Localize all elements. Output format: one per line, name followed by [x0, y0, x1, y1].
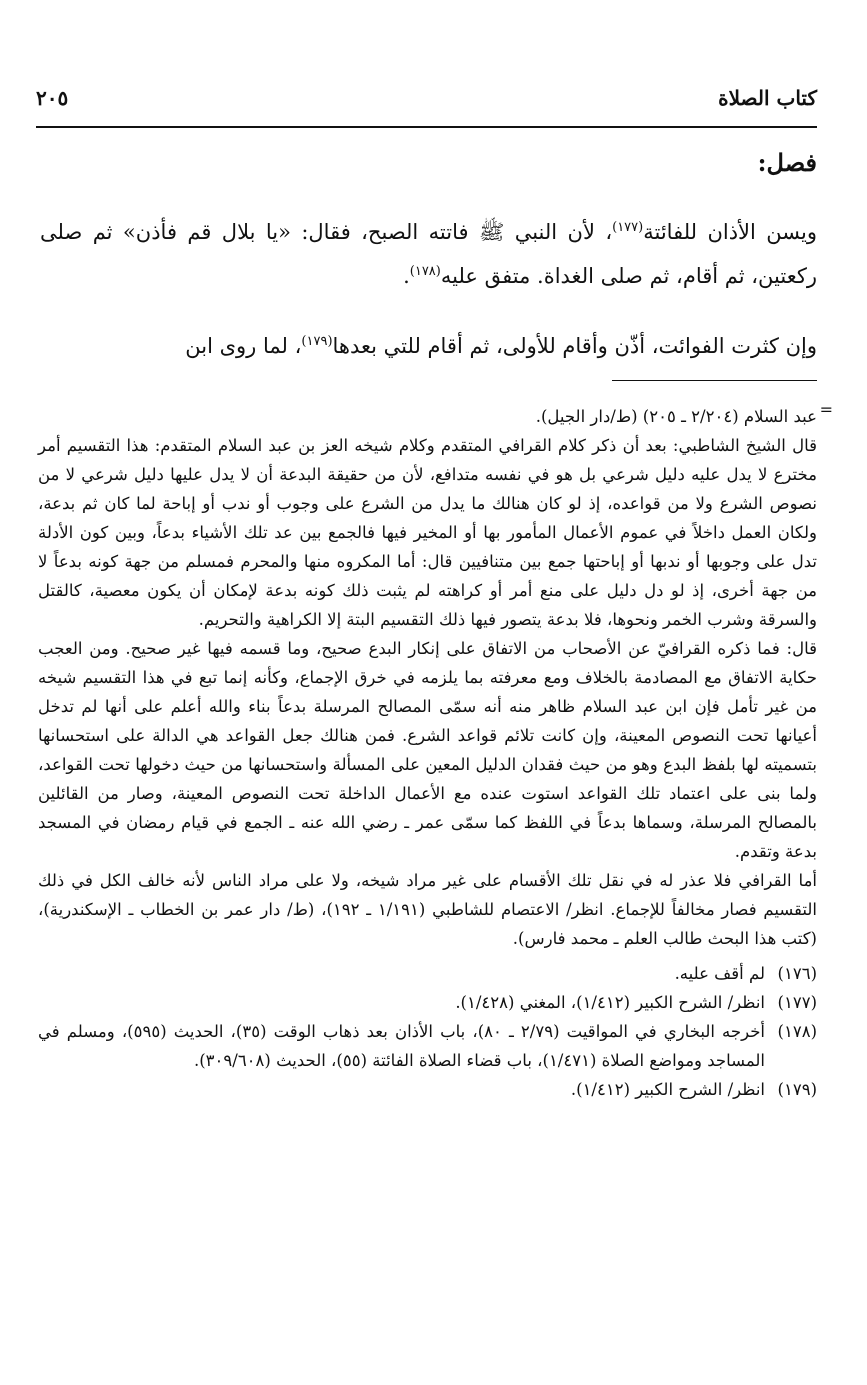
footnotes: [38, 402, 817, 1104]
footnote-item: [38, 959, 817, 988]
footnote-ref: (١٧٧): [612, 220, 644, 235]
footnote-text: أخرجه البخاري في المواقيت (٢/٧٩ ـ ٨٠)، باب الأذان بعد ذهاب الوقت (٣٥)، الحديث (٥٩٥)، ومسلم في المساجد ومواضع الصلاة (١/٤٧١)، باب قضاء الصلاة الفائتة (٥٥)، الحديث (٣٠٩/٦٠٨).: [38, 1022, 765, 1070]
footnote-continuation-paragraph: قال: فما ذكره القرافيّ عن الأصحاب من الاتفاق على إنكار البدع صحيح، وما قسمه فيها غير صحيح. ومن العجب حكاية الاتفاق مع المصادمة بالخلاف ومع معرفته بما يلزمه في خرق الإجماع، وكأنه إنما تبع في هذا التقسيم شيخه من غير تأمل فإن ابن عبد السلام ظاهر منه أنه سمّى المصالح المرسلة بدعاً بناء والله أعلم على أنها لم تدخل أعيانها تحت النصوص المعينة، وإن كانت تلائم قواعد الشرع. فمن هنالك جعل القواعد هي الدالة على استحسانها بتسميته لها بلفظ البدع وهو من حيث فقدان الدليل المعين على المسألة واستحسانها من حيث دخولها تحت القواعد، ولما بنى على اعتماد تلك القواعد استوت عنده مع الأعمال الداخلة تحت النصوص المعينة، وصار من القائلين بالمصالح المرسلة، وسماها بدعاً في اللفظ كما سمّى عمر ـ رضي الله عنه ـ الجمع في قيام رمضان في المسجد بدعة وتقدم.: [38, 639, 817, 861]
main-paragraph: [40, 208, 817, 296]
footnote-item: [38, 1017, 817, 1075]
footnote-continuation-paragraph: قال الشيخ الشاطبي: بعد أن ذكر كلام القرافي المتقدم وكلام شيخه العز بن عبد السلام المتقدم: هذا التقسيم أمر مخترع لا يدل عليه دليل شرعي بل هو في نفسه متدافع، لأن من حقيقة البدعة أن لا يدل عليها دليل شرعي لا من نصوص الشرع ولا من قواعده، إذ لو كان هنالك ما يدل من الشرع على وجوب أو ندب أو إباحة لما كان ثم بدعة، ولكان العمل داخلاً في عموم الأعمال المأمور بها أو المخير فيها فالجمع بين عد تلك الأشياء بدعاً، وبين كون الأدلة تدل على وجوبها أو ندبها أو إباحتها جمع بين متنافيين قال: أما المكروه منها والمحرم فمسلم من جهة كونه بدعاً لا من جهة أخرى، إذ لو دل دليل على منع أمر أو كراهته لم يثبت ذلك كونه بدعة لإمكان أن يكون معصية، كالقتل والسرقة وشرب الخمر ونحوها، فلا بدعة يتصور فيها ذلك التقسيم البتة إلا الكراهية والتحريم.: [38, 436, 817, 629]
footnote-ref: (١٧٨): [409, 264, 441, 279]
main-text: [40, 208, 817, 392]
header-divider: [36, 126, 817, 128]
running-header-title: كتاب الصلاة: [718, 86, 817, 110]
section-heading: فصل:: [757, 148, 817, 177]
footnote-continuation-marker: =: [819, 400, 833, 419]
footnote-item: [38, 988, 817, 1017]
footnote-text: لم أقف عليه.: [674, 964, 765, 983]
text-run: ، لأن النبي ﷺ فاتته الصبح، فقال: «يا بلال قم فأذن» ثم صلى ركعتين، ثم أقام، ثم صلى الغداة. متفق عليه: [40, 220, 817, 288]
footnote-text: انظر/ الشرح الكبير (١/٤١٢)، المغني (١/٤٢٨).: [455, 993, 765, 1012]
footnote-continuation-paragraph: أما القرافي فلا عذر له في نقل تلك الأقسام على غير مراد شيخه، ولا على مراد الناس لأنه خالف الكل في ذلك التقسيم فصار مخالفاً للإجماع. انظر/ الاعتصام للشاطبي (١/١٩١ ـ ١٩٢)، (ط/ دار عمر بن الخطاب ـ الإسكندرية)، (كتب هذا البحث طالب العلم ـ محمد فارس).: [38, 871, 817, 948]
footnote-text: انظر/ الشرح الكبير (١/٤١٢).: [570, 1080, 765, 1099]
footnote-number: (١٧٨): [777, 1022, 817, 1041]
footnote-divider: [612, 380, 817, 381]
footnote-number: (١٧٩): [777, 1080, 817, 1099]
page-number: ٢٠٥: [36, 86, 69, 110]
text-run: .: [403, 264, 410, 288]
main-paragraph: [40, 322, 817, 366]
text-run: ، لما روى ابن: [185, 334, 302, 358]
footnote-continuation-line: عبد السلام (٢/٢٠٤ ـ ٢٠٥) (ط/دار الجيل).: [535, 407, 817, 426]
text-run: وإن كثرت الفوائت، أذّن وأقام للأولى، ثم أقام للتي بعدها: [332, 334, 817, 358]
footnote-number: (١٧٦): [777, 964, 817, 983]
footnote-number: (١٧٧): [777, 993, 817, 1012]
text-run: ويسن الأذان للفائتة: [643, 220, 817, 244]
footnote-ref: (١٧٩): [301, 334, 333, 349]
footnote-list: [38, 959, 817, 1104]
footnote-item: [38, 1075, 817, 1104]
